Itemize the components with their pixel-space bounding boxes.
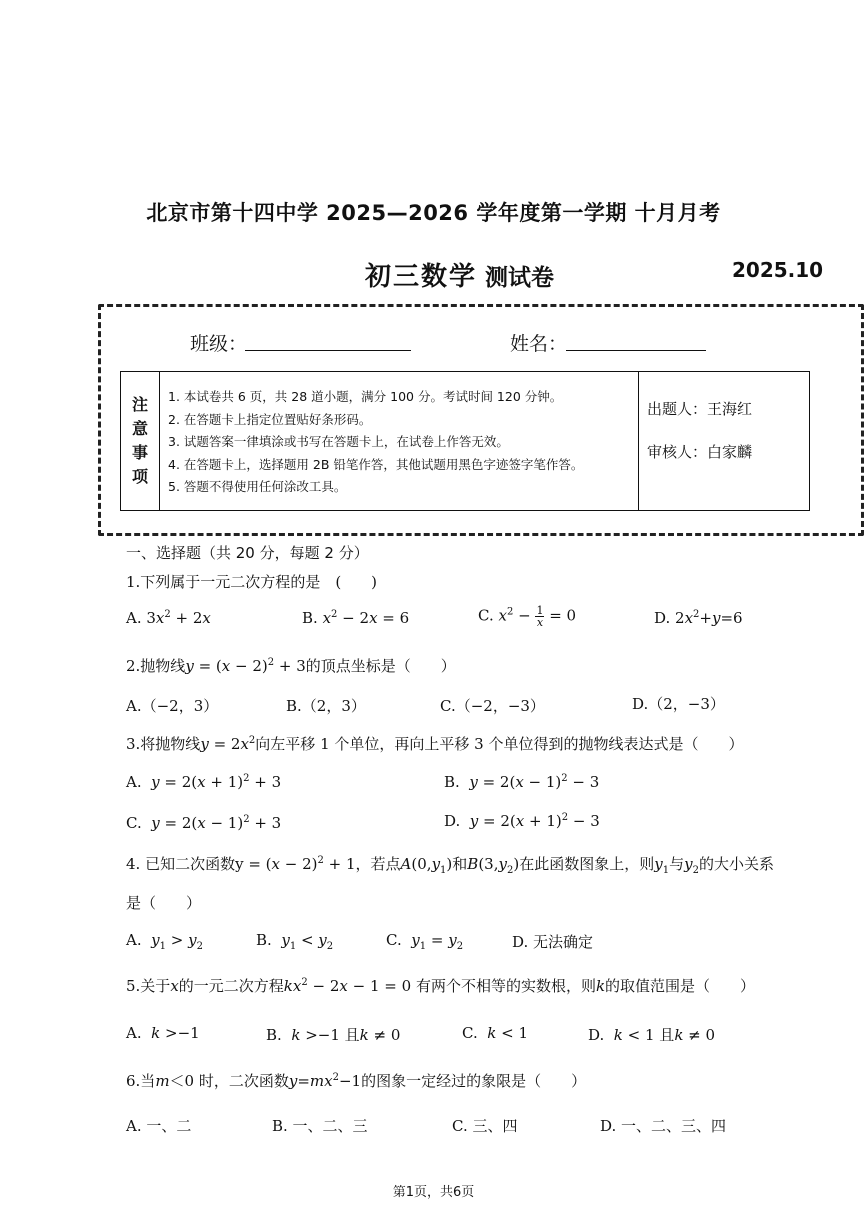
notice-table [120, 371, 810, 511]
q5-stem-mid2: 有两个不相等的实数根，则 [415, 977, 596, 995]
q4-stem-mid3: 在此函数图象上，则 [519, 855, 655, 873]
notice-item: 1. 本试卷共 6 页，共 28 道小题，满分 100 分。考试时间 120 分钟。 [168, 389, 563, 404]
notice-people [639, 372, 809, 510]
q3-stem-pre: 3.将抛物线 [126, 735, 201, 753]
page-footer: 第1页，共6页 [392, 1185, 475, 1200]
q6-stem-post: 的图象一定经过的象限是（ ） [361, 1072, 587, 1090]
q2-option-d[interactable]: D.（2，−3） [632, 695, 725, 713]
q4-option-d[interactable]: D. 无法确定 [512, 933, 594, 951]
q3-option-a[interactable]: A. $y = 2(x + 1)^2 + 3$ [126, 773, 282, 791]
notice-item: 3. 试题答案一律填涂或书写在答题卡上，在试卷上作答无效。 [168, 434, 509, 449]
q5-option-c[interactable]: C. k < 1 [462, 1024, 528, 1042]
q5-option-b[interactable]: B. k >−1 且k ≠ 0 [266, 1026, 401, 1044]
question-3-stem: 3.将抛物线$y = 2x^2$向左平移 1 个单位，再向上平移 3 个单位得到的抛物线表达式是（ ） [126, 735, 744, 753]
q6-option-c[interactable]: C. 三、四 [452, 1117, 518, 1135]
q5-stem-pre: 5.关于 [126, 977, 171, 995]
q6-stem-mid1: ＜0 时，二次函数 [169, 1072, 289, 1090]
q6-option-a[interactable]: A. 一、二 [126, 1117, 192, 1135]
q5-option-d[interactable]: D. k < 1 且k ≠ 0 [588, 1026, 716, 1044]
q2-stem-pre: 2.抛物线 [126, 657, 186, 675]
notice-head-char: 注 [131, 395, 148, 414]
question-2-stem: 2.抛物线$y = (x - 2)^2 + 3$的顶点坐标是（ ） [126, 657, 456, 675]
q3-option-d[interactable]: D. $y = 2(x + 1)^2 - 3$ [444, 812, 600, 830]
q3-stem-post: 向左平移 1 个单位，再向上平移 3 个单位得到的抛物线表达式是（ ） [255, 735, 744, 753]
q3-option-b[interactable]: B. $y = 2(x - 1)^2 - 3$ [444, 773, 600, 791]
exam-date: 2025.10 [732, 258, 824, 282]
q6-stem-pre: 6.当 [126, 1072, 156, 1090]
notice-head-char: 项 [131, 467, 148, 486]
question-1-stem: 1.下列属于一元二次方程的是 ( ) [126, 573, 378, 591]
q3-option-c[interactable]: C. $y = 2(x - 1)^2 + 3$ [126, 814, 282, 832]
q1-option-b[interactable]: B. $x^2 - 2x = 6$ [302, 609, 410, 627]
q4-option-c[interactable]: C. $y_1 = y_2$ [386, 931, 464, 952]
q1-option-c[interactable]: C. $x^2$ − $\frac{1}{x}$ = 0 [478, 604, 577, 629]
question-4-stem: 4. 已知二次函数$y = (x - 2)^2 + 1$，若点$A(0,y_1)$和$B(3,y_2)$在此函数图象上，则$y_1$与$y_2$的大小关系 [126, 855, 774, 876]
notice-item: 2. 在答题卡上指定位置贴好条形码。 [168, 411, 372, 427]
q4-stem-mid2: 和 [452, 855, 468, 873]
notice-head-char: 意 [131, 419, 148, 438]
q4-stem-pre: 4. 已知二次函数 [126, 855, 236, 873]
question-5-stem: 5.关于x的一元二次方程$kx^2 - 2x - 1 = 0$ 有两个不相等的实数根，则k的取值范围是（ ） [126, 977, 756, 995]
q2-option-a[interactable]: A.（−2，3） [126, 697, 219, 715]
name-label: 姓名： [510, 333, 568, 355]
q2-option-b[interactable]: B.（2，3） [286, 697, 366, 715]
question-6-stem: 6.当m＜0 时，二次函数$y=mx^2-1$的图象一定经过的象限是（ ） [126, 1072, 587, 1090]
q5-stem-mid1: 的一元二次方程 [178, 977, 284, 995]
notice-item: 5. 答题不得使用任何涂改工具。 [168, 479, 347, 494]
reviewer: 审核人：白家麟 [647, 443, 753, 461]
class-field[interactable] [245, 328, 411, 351]
q1-option-d[interactable]: D. $2x^2+y=6$ [654, 609, 743, 627]
q5-stem-post: 的取值范围是（ ） [605, 977, 756, 995]
question-4-stem-line2: 是（ ） [126, 894, 202, 912]
notice-head-char: 事 [131, 443, 148, 462]
notice-items [160, 372, 639, 510]
exam-title: 北京市第十四中学 2025—2026 学年度第一学期 十月月考 [146, 201, 721, 225]
q4-stem-post: 的大小关系 [698, 855, 774, 873]
q6-option-d[interactable]: D. 一、二、三、四 [600, 1117, 727, 1135]
q4-option-b[interactable]: B. $y_1 < y_2$ [256, 931, 334, 952]
section-title: 一、选择题（共 20 分，每题 2 分） [126, 544, 369, 562]
name-field[interactable] [566, 328, 706, 351]
subject-name: 初三数学 [365, 262, 478, 292]
notice-heading [121, 372, 160, 510]
q4-option-a[interactable]: A. $y_1 > y_2$ [126, 931, 203, 952]
q1-option-a[interactable]: A. $3x^2 + 2x$ [126, 609, 211, 627]
class-label: 班级： [190, 333, 248, 355]
q5-option-a[interactable]: A. k >−1 [126, 1024, 200, 1042]
q2-option-c[interactable]: C.（−2，−3） [440, 697, 545, 715]
q4-stem-mid4: 与 [669, 855, 685, 873]
notice-item: 4. 在答题卡上，选择题用 2B 铅笔作答，其他试题用黑色字迹签字笔作答。 [168, 456, 584, 472]
setter: 出题人：王海红 [647, 400, 753, 418]
q2-stem-post: 的顶点坐标是（ ） [305, 657, 456, 675]
q4-stem-mid1: ，若点 [355, 855, 401, 873]
q6-option-b[interactable]: B. 一、二、三 [272, 1117, 368, 1135]
exam-subtitle [365, 256, 554, 293]
subtitle-suffix: 测试卷 [485, 265, 555, 291]
